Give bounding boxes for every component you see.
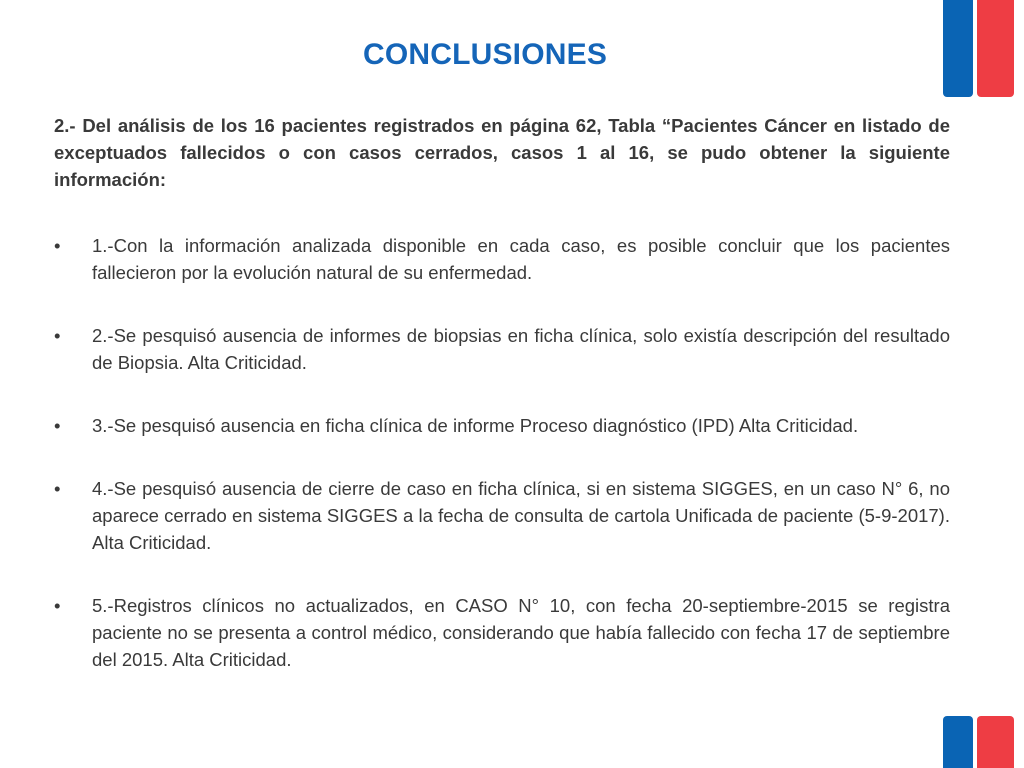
bullet-icon: • [54, 325, 61, 346]
conclusions-list [54, 232, 950, 709]
intro-paragraph: 2.- Del análisis de los 16 pacientes registrados en página 62, Tabla “Pacientes Cáncer en listado de exceptuados fallecidos o con casos cerrados, casos 1 al 16, se pudo obtener la siguiente información: [54, 115, 950, 190]
bullet-icon: • [54, 595, 61, 616]
bullet-icon: • [54, 415, 61, 436]
flag-red-stripe [977, 716, 1014, 768]
list-item-text: 3.-Se pesquisó ausencia en ficha clínica de informe Proceso diagnóstico (IPD) Alta Criticidad. [92, 415, 859, 436]
list-item [54, 475, 950, 556]
list-item-text: 1.-Con la información analizada disponible en cada caso, es posible concluir que los pacientes fallecieron por la evolución natural de su enfermedad. [92, 235, 950, 283]
bullet-icon: • [54, 235, 61, 256]
list-item-text: 5.-Registros clínicos no actualizados, en CASO N° 10, con fecha 20-septiembre-2015 se registra paciente no se presenta a control médico, considerando que había fallecido con fecha 17 de septiembre del 2015. Alta Criticidad. [92, 595, 950, 670]
list-item [54, 232, 950, 286]
list-item [54, 412, 950, 439]
slide-title: CONCLUSIONES [362, 38, 608, 72]
list-item-text: 2.-Se pesquisó ausencia de informes de biopsias en ficha clínica, solo existía descripción del resultado de Biopsia. Alta Criticidad. [92, 325, 950, 373]
flag-decoration-bottom [943, 716, 1017, 768]
list-item [54, 322, 950, 376]
flag-blue-stripe [943, 716, 973, 768]
flag-red-stripe [977, 0, 1014, 97]
bullet-icon: • [54, 478, 61, 499]
list-item-text: 4.-Se pesquisó ausencia de cierre de caso en ficha clínica, si en sistema SIGGES, en un caso N° 6, no aparece cerrado en sistema SIGGES a la fecha de consulta de cartola Unificada de paciente (5-9-2017). Alta Criticidad. [92, 478, 950, 553]
list-item [54, 592, 950, 673]
